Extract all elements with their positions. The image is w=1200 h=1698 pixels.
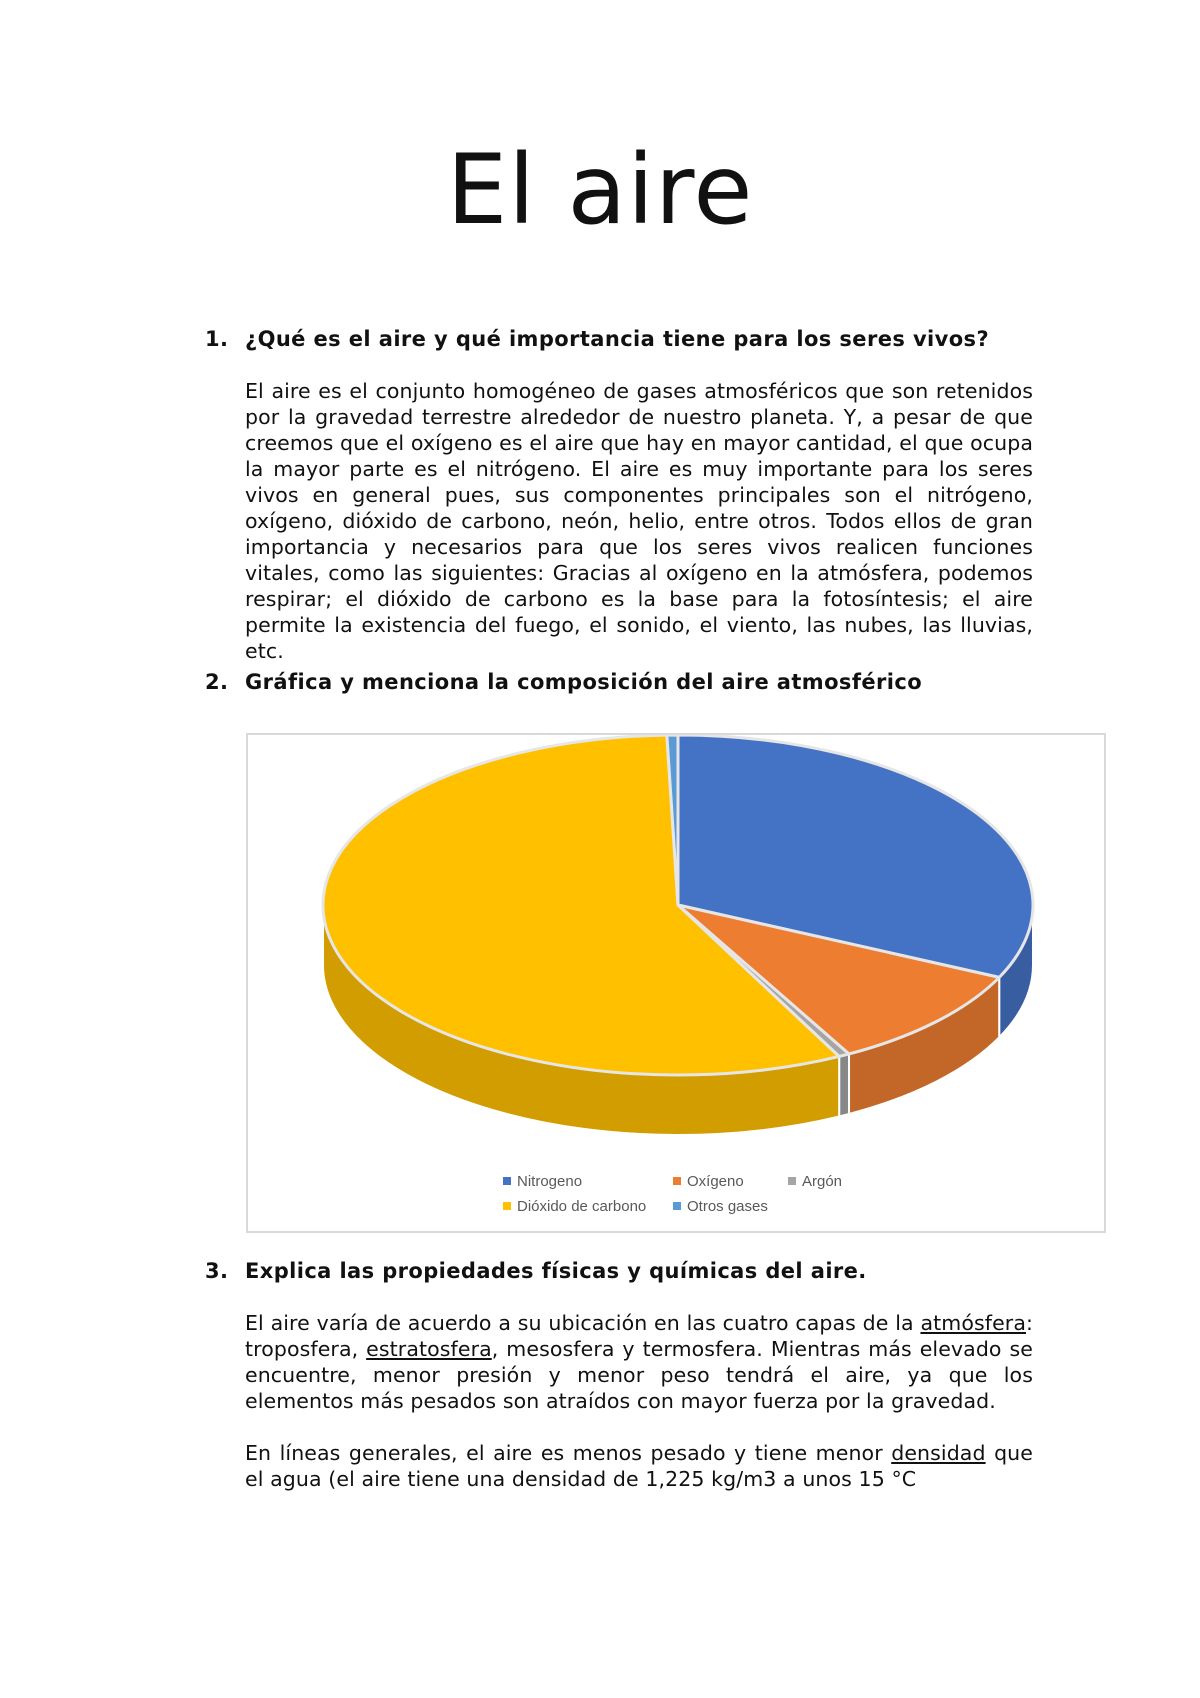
legend-swatch	[788, 1177, 796, 1185]
answer-1-text: El aire es el conjunto homogéneo de gases atmosféricos que son retenidos por la gravedad terrestre alrededor de nuestro planeta. Y, a pesar de que creemos que el oxígeno es el aire que hay en mayor cantidad, el que ocupa la mayor parte es el nitrógeno. El aire es muy importante para los seres vivos en general pues, sus componentes principales son el nitrógeno, oxígeno, dióxido de carbono, neón, helio, entre otros. Todos ellos de gran importancia y necesarios para que los seres vivos realicen funciones vitales, como las siguientes: Gracias al oxígeno en la atmósfera, podemos respirar; el dióxido de carbono es la base para la fotosíntesis; el aire permite la existencia del fuego, el sonido, el viento, las nubes, las lluvias, etc.	[245, 379, 1033, 663]
answer-3-text: En líneas generales, el aire es menos pesado y tiene menor	[245, 1441, 892, 1465]
legend-item	[503, 1198, 646, 1215]
legend-swatch	[503, 1177, 511, 1185]
densidad-link[interactable]: densidad	[891, 1441, 986, 1465]
question-2-number: 2.	[205, 670, 229, 694]
legend-item	[503, 1173, 582, 1190]
answer-3-paragraph-2	[245, 1440, 1033, 1492]
pie-chart-svg	[248, 735, 1108, 1235]
answer-3	[245, 1310, 1033, 1492]
answer-3-text: que el agua (el aire tiene una densidad de 1,225 kg/m3 a unos 15 °C	[245, 1441, 1033, 1491]
legend-label: Otros gases	[687, 1198, 768, 1215]
legend-item	[673, 1173, 744, 1190]
legend-swatch	[503, 1202, 511, 1210]
pie-tops	[323, 735, 1033, 1075]
composition-chart	[246, 733, 1106, 1233]
atmosfera-link[interactable]: atmósfera	[920, 1311, 1026, 1335]
answer-1	[245, 378, 1033, 664]
answer-3-text: , mesosfera y termosfera. Mientras más elevado se encuentre, menor presión y menor peso tendrá el aire, ya que los elementos más pesados son atraídos con mayor fuerza por la gravedad.	[245, 1337, 1033, 1413]
legend-label: Argón	[802, 1173, 843, 1190]
question-3-number: 3.	[205, 1259, 229, 1283]
legend-label: Oxígeno	[687, 1173, 744, 1190]
question-3-text: Explica las propiedades físicas y químicas del aire.	[245, 1259, 867, 1283]
legend-swatch	[673, 1202, 681, 1210]
estratosfera-link[interactable]: estratosfera	[366, 1337, 492, 1361]
legend-item	[788, 1173, 842, 1190]
answer-3-paragraph-1	[245, 1310, 1033, 1414]
question-1-text: ¿Qué es el aire y qué importancia tiene para los seres vivos?	[245, 327, 990, 351]
answer-3-text: El aire varía de acuerdo a su ubicación en las cuatro capas de la	[245, 1311, 921, 1335]
question-1-number: 1.	[205, 327, 229, 351]
document-title: El aire	[446, 134, 754, 246]
legend-swatch	[673, 1177, 681, 1185]
legend-item	[673, 1198, 768, 1215]
answer-3-text: : troposfera,	[245, 1311, 1033, 1361]
pie-slice-side-argón	[839, 1054, 849, 1116]
question-2-text: Gráfica y menciona la composición del aire atmosférico	[245, 670, 923, 694]
legend-label: Nitrogeno	[517, 1173, 583, 1190]
legend-label: Dióxido de carbono	[517, 1198, 647, 1215]
